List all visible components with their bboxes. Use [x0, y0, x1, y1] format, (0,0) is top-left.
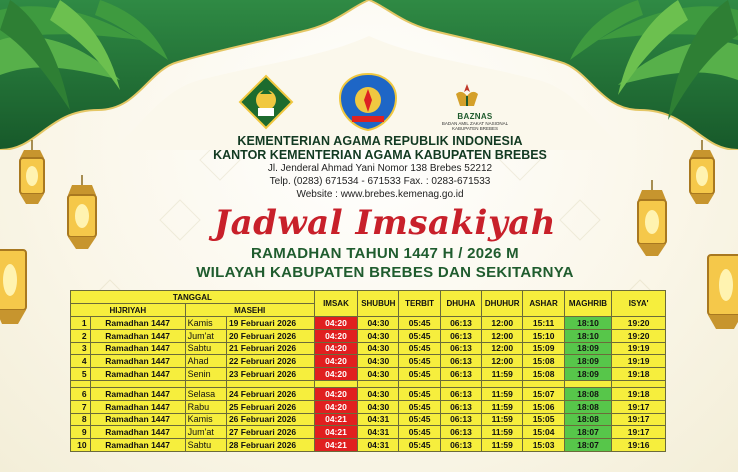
schedule-body [71, 317, 666, 452]
separator-cell [564, 380, 612, 387]
day-name: Senin [185, 368, 226, 381]
table-row [71, 413, 666, 426]
page-title: Jadwal Imsakiyah [214, 203, 556, 243]
hijri-date: Ramadhan 1447 [90, 387, 185, 400]
table-row [71, 355, 666, 368]
day-name: Selasa [185, 387, 226, 400]
separator-cell [612, 380, 666, 387]
dhuhur-time: 11:59 [482, 439, 523, 452]
isya-time: 19:20 [612, 317, 666, 330]
separator-cell [523, 380, 564, 387]
shubuh-time: 04:30 [358, 317, 399, 330]
terbit-time: 05:45 [399, 368, 440, 381]
table-row [71, 342, 666, 355]
row-number: 3 [71, 342, 91, 355]
imsak-time: 04:20 [314, 400, 357, 413]
dhuhur-time: 11:59 [482, 400, 523, 413]
row-number: 7 [71, 400, 91, 413]
ashar-header: ASHAR [523, 291, 564, 317]
dhuha-time: 06:13 [440, 426, 481, 439]
shubuh-time: 04:30 [358, 368, 399, 381]
table-row [71, 368, 666, 381]
row-number: 8 [71, 413, 91, 426]
terbit-time: 05:45 [399, 329, 440, 342]
lantern-icon [0, 230, 30, 330]
institution-header [150, 134, 610, 201]
dhuhur-time: 12:00 [482, 329, 523, 342]
masehi-date: 24 Februari 2026 [226, 387, 314, 400]
masehi-header: MASEHI [185, 304, 314, 317]
isya-time: 19:17 [612, 426, 666, 439]
table-row [71, 317, 666, 330]
dhuha-time: 06:13 [440, 439, 481, 452]
imsak-time: 04:20 [314, 387, 357, 400]
baznas-text [430, 112, 520, 131]
masehi-date: 25 Februari 2026 [226, 400, 314, 413]
hijri-date: Ramadhan 1447 [90, 439, 185, 452]
org-line-2: KANTOR KEMENTERIAN AGAMA KABUPATEN BREBES [213, 148, 547, 162]
imsak-time: 04:20 [314, 329, 357, 342]
address: Jl. Jenderal Ahmad Yani Nomor 138 Brebes 52212 [267, 163, 493, 174]
isya-time: 19:19 [612, 342, 666, 355]
ashar-time: 15:03 [523, 439, 564, 452]
imsak-time: 04:20 [314, 368, 357, 381]
shubuh-time: 04:30 [358, 342, 399, 355]
hijri-date: Ramadhan 1447 [90, 400, 185, 413]
separator-cell [71, 380, 91, 387]
tanggal-header: TANGGAL [71, 291, 315, 304]
imsak-time: 04:21 [314, 426, 357, 439]
dhuhur-time: 11:59 [482, 368, 523, 381]
row-number: 4 [71, 355, 91, 368]
separator-cell [440, 380, 481, 387]
table-row [71, 439, 666, 452]
masehi-date: 20 Februari 2026 [226, 329, 314, 342]
terbit-time: 05:45 [399, 439, 440, 452]
hijri-date: Ramadhan 1447 [90, 368, 185, 381]
separator-cell [399, 380, 440, 387]
ashar-time: 15:08 [523, 355, 564, 368]
terbit-time: 05:45 [399, 355, 440, 368]
schedule-table-wrapper [70, 290, 666, 452]
shubuh-time: 04:30 [358, 355, 399, 368]
isya-time: 19:17 [612, 400, 666, 413]
website: Website : www.brebes.kemenag.go.id [296, 189, 464, 200]
row-number: 10 [71, 439, 91, 452]
shubuh-time: 04:30 [358, 400, 399, 413]
terbit-time: 05:45 [399, 426, 440, 439]
dhuha-time: 06:13 [440, 400, 481, 413]
baznas-subtitle-2: KABUPATEN BREBES [451, 126, 499, 131]
dhuhur-time: 11:59 [482, 387, 523, 400]
hijri-date: Ramadhan 1447 [90, 426, 185, 439]
terbit-header: TERBIT [399, 291, 440, 317]
terbit-time: 05:45 [399, 317, 440, 330]
shubuh-time: 04:30 [358, 387, 399, 400]
day-name: Jum'at [185, 426, 226, 439]
subtitle-region: WILAYAH KABUPATEN BREBES DAN SEKITARNYA [196, 264, 574, 281]
lantern-icon [10, 140, 54, 210]
palm-leaves-left [0, 0, 170, 150]
row-number: 1 [71, 317, 91, 330]
imsak-time: 04:21 [314, 439, 357, 452]
table-row [71, 387, 666, 400]
day-name: Jum'at [185, 329, 226, 342]
lantern-icon [628, 180, 676, 262]
hijri-date: Ramadhan 1447 [90, 329, 185, 342]
table-row [71, 400, 666, 413]
dhuhur-header: DHUHUR [482, 291, 523, 317]
day-name: Kamis [185, 317, 226, 330]
maghrib-time: 18:09 [564, 368, 612, 381]
terbit-time: 05:45 [399, 400, 440, 413]
maghrib-time: 18:09 [564, 355, 612, 368]
dhuha-time: 06:13 [440, 317, 481, 330]
maghrib-time: 18:10 [564, 329, 612, 342]
separator-cell [185, 380, 226, 387]
ashar-time: 15:11 [523, 317, 564, 330]
ashar-time: 15:06 [523, 400, 564, 413]
shubuh-time: 04:31 [358, 413, 399, 426]
ashar-time: 15:07 [523, 387, 564, 400]
maghrib-time: 18:09 [564, 342, 612, 355]
day-name: Sabtu [185, 439, 226, 452]
dhuhur-time: 12:00 [482, 355, 523, 368]
terbit-time: 05:45 [399, 342, 440, 355]
masehi-date: 28 Februari 2026 [226, 439, 314, 452]
shubuh-time: 04:31 [358, 426, 399, 439]
maghrib-time: 18:08 [564, 400, 612, 413]
dhuhur-time: 12:00 [482, 342, 523, 355]
dhuha-time: 06:13 [440, 413, 481, 426]
lantern-icon [680, 140, 724, 210]
maghrib-header: MAGHRIB [564, 291, 612, 317]
imsak-time: 04:20 [314, 342, 357, 355]
isya-time: 19:18 [612, 387, 666, 400]
shubuh-header: SHUBUH [358, 291, 399, 317]
dhuha-time: 06:13 [440, 387, 481, 400]
masehi-date: 26 Februari 2026 [226, 413, 314, 426]
separator-cell [358, 380, 399, 387]
table-row [71, 329, 666, 342]
day-name: Kamis [185, 413, 226, 426]
baznas-name: BAZNAS [457, 112, 493, 121]
imsak-time: 04:20 [314, 317, 357, 330]
terbit-time: 05:45 [399, 387, 440, 400]
schedule-table [70, 290, 666, 452]
maghrib-time: 18:08 [564, 413, 612, 426]
hijriyah-header: HIJRIYAH [71, 304, 186, 317]
row-number: 6 [71, 387, 91, 400]
maghrib-time: 18:07 [564, 426, 612, 439]
ashar-time: 15:04 [523, 426, 564, 439]
isya-header: ISYA' [612, 291, 666, 317]
dhuhur-time: 11:59 [482, 426, 523, 439]
day-name: Rabu [185, 400, 226, 413]
masehi-date: 23 Februari 2026 [226, 368, 314, 381]
maghrib-time: 18:07 [564, 439, 612, 452]
ashar-time: 15:10 [523, 329, 564, 342]
dhuhur-time: 11:59 [482, 413, 523, 426]
maghrib-time: 18:08 [564, 387, 612, 400]
table-row [71, 426, 666, 439]
dhuha-time: 06:13 [440, 355, 481, 368]
imsak-header: IMSAK [314, 291, 357, 317]
hijri-date: Ramadhan 1447 [90, 413, 185, 426]
lantern-icon [58, 175, 106, 255]
masehi-date: 19 Februari 2026 [226, 317, 314, 330]
baznas-logo [452, 82, 482, 112]
week-separator [71, 380, 666, 387]
separator-cell [90, 380, 185, 387]
shubuh-time: 04:30 [358, 329, 399, 342]
row-number: 2 [71, 329, 91, 342]
day-name: Ahad [185, 355, 226, 368]
phone: Telp. (0283) 671534 - 671533 Fax. : 0283-671533 [269, 176, 491, 187]
masehi-date: 21 Februari 2026 [226, 342, 314, 355]
baznas-subtitle-1: BADAN AMIL ZAKAT NASIONAL [441, 121, 509, 126]
imsak-time: 04:21 [314, 413, 357, 426]
ashar-time: 15:09 [523, 342, 564, 355]
ashar-time: 15:08 [523, 368, 564, 381]
terbit-time: 05:45 [399, 413, 440, 426]
row-number: 5 [71, 368, 91, 381]
row-number: 9 [71, 426, 91, 439]
masehi-date: 27 Februari 2026 [226, 426, 314, 439]
dhuha-time: 06:13 [440, 329, 481, 342]
imsak-time: 04:20 [314, 355, 357, 368]
hijri-date: Ramadhan 1447 [90, 342, 185, 355]
separator-cell [226, 380, 314, 387]
subtitle-ramadhan-year: RAMADHAN TAHUN 1447 H / 2026 M [251, 245, 519, 262]
maghrib-time: 18:10 [564, 317, 612, 330]
shubuh-time: 04:31 [358, 439, 399, 452]
day-name: Sabtu [185, 342, 226, 355]
hijri-date: Ramadhan 1447 [90, 355, 185, 368]
hijri-date: Ramadhan 1447 [90, 317, 185, 330]
ashar-time: 15:05 [523, 413, 564, 426]
isya-time: 19:18 [612, 368, 666, 381]
separator-cell [314, 380, 357, 387]
kemenag-logo [238, 74, 294, 130]
dhuhur-time: 12:00 [482, 317, 523, 330]
org-line-1: KEMENTERIAN AGAMA REPUBLIK INDONESIA [237, 134, 523, 148]
separator-cell [482, 380, 523, 387]
lantern-icon [704, 235, 738, 335]
dhuha-time: 06:13 [440, 368, 481, 381]
isya-time: 19:16 [612, 439, 666, 452]
isya-time: 19:19 [612, 355, 666, 368]
masehi-date: 22 Februari 2026 [226, 355, 314, 368]
kabupaten-brebes-logo [338, 72, 398, 132]
isya-time: 19:20 [612, 329, 666, 342]
isya-time: 19:17 [612, 413, 666, 426]
dhuha-header: DHUHA [440, 291, 481, 317]
dhuha-time: 06:13 [440, 342, 481, 355]
